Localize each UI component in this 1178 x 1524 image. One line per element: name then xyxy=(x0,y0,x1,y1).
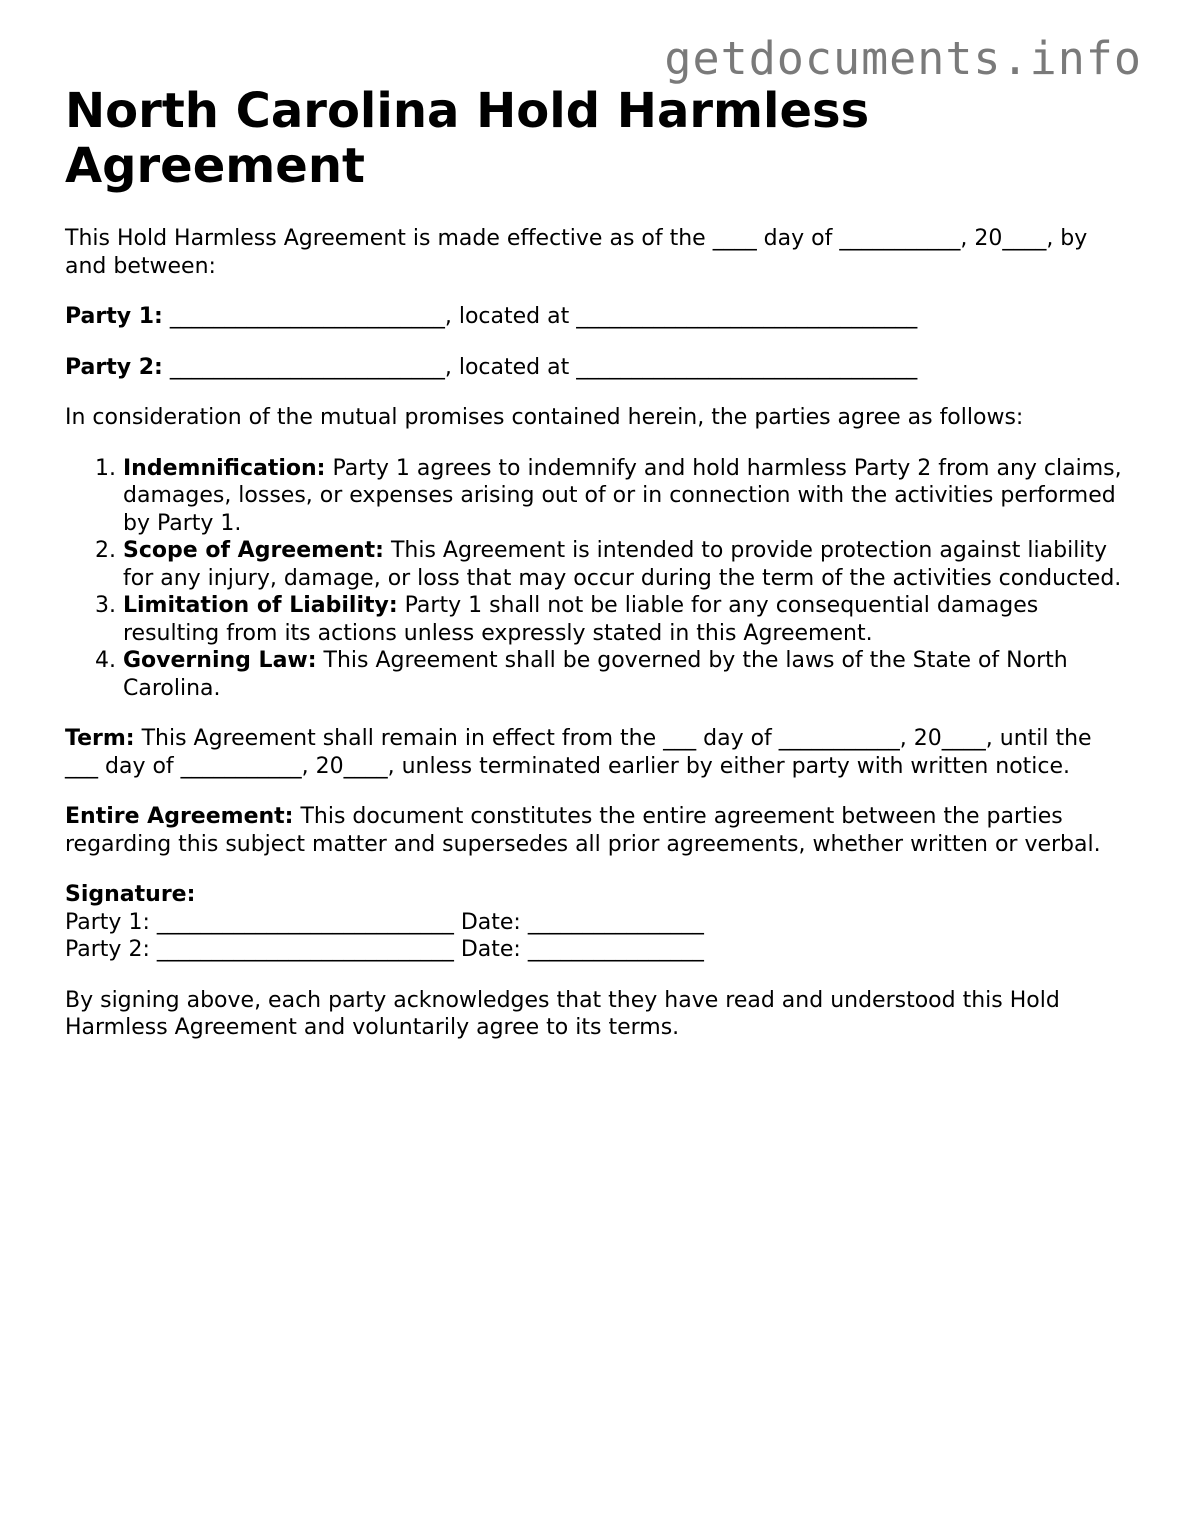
term-text: Party 1 agrees to indemnify and hold harmless Party 2 from any claims, damages, losses, or expenses arising out of or in connection with the activities performed by Party 1. xyxy=(123,455,1122,536)
party1-line xyxy=(65,303,1125,331)
term-text: This Agreement shall remain in effect from the ___ day of ___________, 20____, until the ___ day of ___________, 20____, unless terminated earlier by either party with written notice. xyxy=(65,726,1092,779)
entire-agreement-text: This document constitutes the entire agreement between the parties regarding this subject matter and supersedes all prior agreements, whether written or verbal. xyxy=(65,804,1101,857)
party2-text: _________________________, located at _______________________________ xyxy=(162,354,918,380)
term-text: This Agreement is intended to provide protection against liability for any injury, damage, or loss that may occur during the term of the activities conducted. xyxy=(123,538,1122,591)
consideration-paragraph: In consideration of the mutual promises contained herein, the parties agree as follows: xyxy=(65,405,1024,430)
entire-agreement-paragraph xyxy=(65,803,1125,858)
term-item-indemnification xyxy=(123,455,1125,538)
term-paragraph xyxy=(65,725,1125,780)
signature-line-party1: Party 1: ___________________________ Date: ________________ xyxy=(65,909,704,935)
document-page xyxy=(65,84,1125,1065)
term-heading: Scope of Agreement: xyxy=(123,538,384,563)
term-heading: Limitation of Liability: xyxy=(123,593,398,618)
party1-text: _________________________, located at _______________________________ xyxy=(162,304,918,329)
term-heading: Governing Law: xyxy=(123,648,317,673)
entire-agreement-label: Entire Agreement: xyxy=(65,804,294,829)
signature-heading: Signature: xyxy=(65,882,196,907)
closing-paragraph: By signing above, each party acknowledges that they have read and understood this Hold Harmless Agreement and voluntarily agree to its terms. xyxy=(65,987,1060,1040)
intro-paragraph: This Hold Harmless Agreement is made effective as of the ____ day of ___________, 20____, by and between: xyxy=(65,226,1088,279)
term-item-scope xyxy=(123,537,1125,592)
watermark: getdocuments.info xyxy=(664,32,1142,85)
term-item-governing-law xyxy=(123,647,1125,702)
party2-label: Party 2: xyxy=(65,354,163,380)
terms-list xyxy=(65,455,1125,703)
term-label: Term: xyxy=(65,726,135,751)
signature-line-party2: Party 2: ___________________________ Date: ________________ xyxy=(65,937,704,962)
party1-label: Party 1: xyxy=(65,304,163,329)
term-text: This Agreement shall be governed by the laws of the State of North Carolina. xyxy=(123,648,1068,701)
signature-block xyxy=(65,881,1125,964)
term-item-limitation xyxy=(123,592,1125,647)
party2-line xyxy=(65,354,1125,382)
document-title: North Carolina Hold Harmless Agreement xyxy=(65,83,870,194)
term-heading: Indemnification: xyxy=(123,455,326,481)
term-text: Party 1 shall not be liable for any consequential damages resulting from its actions unless expressly stated in this Agreement. xyxy=(123,593,1039,646)
